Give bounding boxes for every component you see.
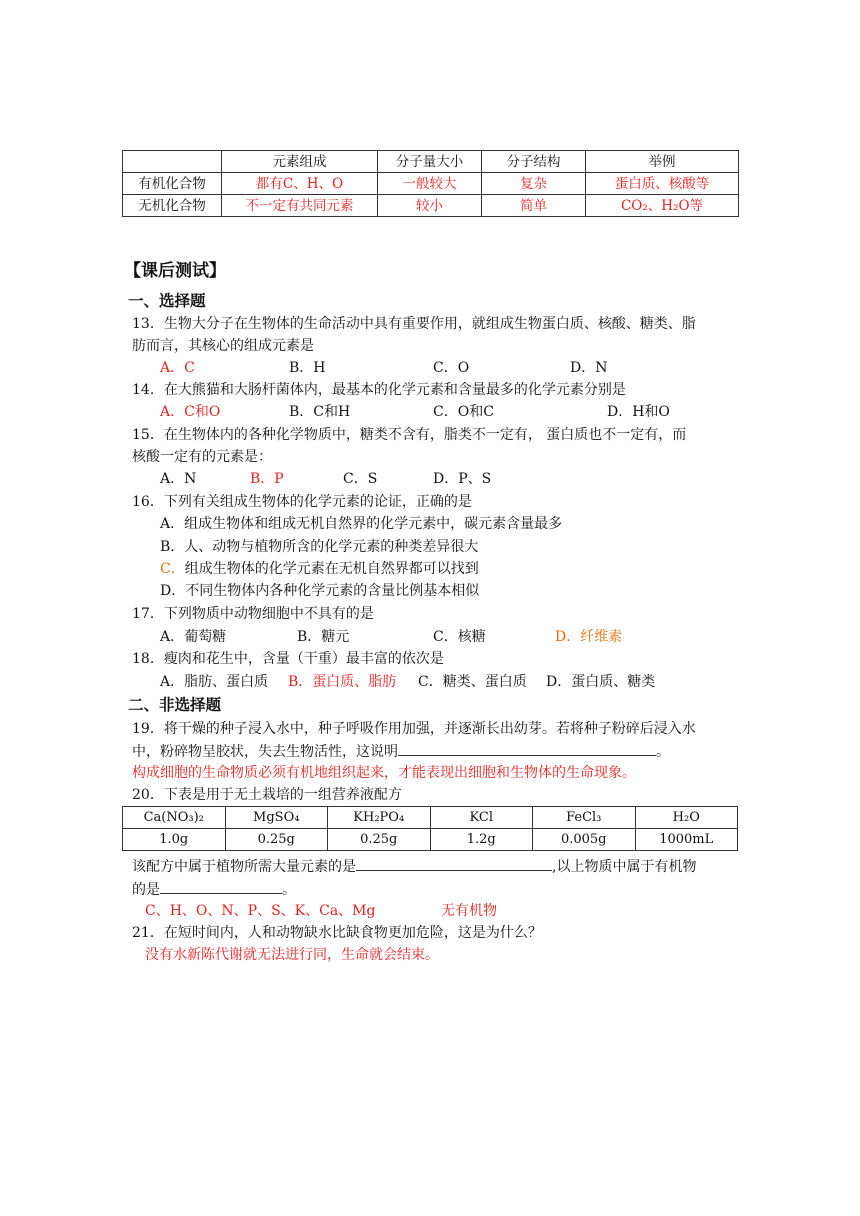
q20-question-line2 bbox=[132, 855, 696, 878]
table-cell: 一般较大 bbox=[378, 173, 482, 195]
option-text: 组成生物体和组成无机自然界的化学元素中，碳元素含量最多 bbox=[184, 516, 563, 532]
row-label: 有机化合物 bbox=[123, 173, 222, 195]
q19-answer: 构成细胞的生命物质必须有机地组织起来，才能表现出细胞和生物体的生命现象。 bbox=[132, 765, 636, 781]
table-cell: 0.25g bbox=[328, 829, 431, 851]
option-letter: D． bbox=[160, 583, 186, 599]
table-header-cell: KCl bbox=[430, 807, 533, 829]
option-letter: C． bbox=[160, 561, 185, 577]
q17-option-c: C．核糖 bbox=[433, 629, 486, 645]
table-header-cell: 分子量大小 bbox=[378, 151, 482, 173]
table-header-cell: KH₂PO₄ bbox=[328, 807, 431, 829]
q20-text: ,以上物质中属于有机物 bbox=[552, 859, 697, 875]
table-cell: 0.25g bbox=[225, 829, 328, 851]
q16-option-a bbox=[160, 513, 562, 535]
answer-blank bbox=[398, 740, 656, 756]
table-cell: CO₂、H₂O等 bbox=[586, 195, 739, 217]
option-text: 组成生物体的化学元素在无机自然界都可以找到 bbox=[184, 561, 479, 577]
q16-option-d bbox=[160, 580, 479, 602]
table-header-cell: 分子结构 bbox=[482, 151, 586, 173]
q13-option-c: C．O bbox=[433, 360, 470, 376]
table-header-cell: FeCl₃ bbox=[533, 807, 636, 829]
q20-text: 的是 bbox=[132, 882, 160, 898]
q20-answer-2: 无有机物 bbox=[441, 903, 497, 919]
table-header-row bbox=[123, 807, 738, 829]
q13-option-d: D．N bbox=[570, 360, 608, 376]
table-header-cell: 元素组成 bbox=[222, 151, 378, 173]
q15-option-b: B．P bbox=[250, 471, 284, 487]
table-header-cell: Ca(NO₃)₂ bbox=[123, 807, 226, 829]
table-cell: 都有C、H、O bbox=[222, 173, 378, 195]
q15-option-d: D．P、S bbox=[433, 471, 492, 487]
option-letter: A． bbox=[160, 516, 185, 532]
table-row bbox=[123, 195, 739, 217]
part2-title: 二、非选择题 bbox=[128, 696, 222, 714]
part1-title: 一、选择题 bbox=[128, 292, 206, 310]
q15-option-c: C．S bbox=[343, 471, 378, 487]
q18-stem: 18．瘦肉和花生中，含量（干重）最丰富的依次是 bbox=[132, 651, 444, 667]
section-title: 【课后测试】 bbox=[124, 261, 226, 281]
table-cell: 蛋白质、核酸等 bbox=[586, 173, 739, 195]
q15-stem-line2: 核酸一定有的元素是： bbox=[132, 449, 272, 465]
q14-option-b: B．C和H bbox=[289, 404, 351, 420]
q18-option-a: A．脂肪、蛋白质 bbox=[160, 674, 269, 690]
q17-option-d: D．纤维素 bbox=[555, 629, 623, 645]
option-letter: B． bbox=[160, 539, 185, 555]
punctuation: 。 bbox=[282, 882, 296, 898]
q14-option-a: A．C和O bbox=[160, 404, 221, 420]
table-header-cell: MgSO₄ bbox=[225, 807, 328, 829]
row-label: 无机化合物 bbox=[123, 195, 222, 217]
q17-option-b: B．糖元 bbox=[297, 629, 350, 645]
q17-stem: 17．下列物质中动物细胞中不具有的是 bbox=[132, 606, 374, 622]
q16-stem: 16．下列有关组成生物体的化学元素的论证，正确的是 bbox=[132, 494, 472, 510]
q13-option-a: A．C bbox=[160, 360, 195, 376]
q16-option-b bbox=[160, 536, 478, 558]
option-text: 不同生物体内各种化学元素的含量比例基本相似 bbox=[185, 583, 480, 599]
table-header-row bbox=[123, 151, 739, 173]
q14-option-c: C．O和C bbox=[433, 404, 494, 420]
q20-answer-1: C、H、O、N、P、S、K、Ca、Mg bbox=[145, 903, 376, 919]
q21-stem: 21．在短时间内，人和动物缺水比缺食物更加危险，这是为什么？ bbox=[132, 925, 542, 941]
table-cell: 复杂 bbox=[482, 173, 586, 195]
q19-stem-line1: 19．将干燥的种子浸入水中，种子呼吸作用加强，并逐渐长出幼芽。若将种子粉碎后浸入水 bbox=[132, 721, 696, 737]
q17-option-a: A．葡萄糖 bbox=[160, 629, 227, 645]
q19-stem-text: 中，粉碎物呈胶状，失去生物活性，这说明 bbox=[132, 744, 398, 760]
q20-stem: 20．下表是用于无土栽培的一组营养液配方 bbox=[132, 787, 402, 803]
table-cell: 较小 bbox=[378, 195, 482, 217]
table-header-cell: 举例 bbox=[586, 151, 739, 173]
table-cell: 1.2g bbox=[430, 829, 533, 851]
q18-option-d: D．蛋白质、糖类 bbox=[546, 674, 656, 690]
table-row bbox=[123, 829, 738, 851]
q21-answer: 没有水新陈代谢就无法进行同，生命就会结束。 bbox=[145, 947, 439, 963]
q20-text: 该配方中属于植物所需大量元素的是 bbox=[132, 859, 356, 875]
q15-stem-line1: 15．在生物体内的各种化学物质中，糖类不含有，脂类不一定有， 蛋白质也不一定有，而 bbox=[132, 427, 687, 443]
answer-blank bbox=[160, 878, 282, 894]
nutrient-solution-table bbox=[122, 806, 738, 851]
table-cell: 简单 bbox=[482, 195, 586, 217]
q16-option-c bbox=[160, 558, 479, 580]
q14-stem: 14．在大熊猫和大肠杆菌体内，最基本的化学元素和含量最多的化学元素分别是 bbox=[132, 382, 626, 398]
table-cell: 1000mL bbox=[635, 829, 738, 851]
q20-question-line3 bbox=[132, 878, 296, 901]
q18-option-b: B．蛋白质、脂肪 bbox=[288, 674, 397, 690]
q13-stem-line1: 13．生物大分子在生物体的生命活动中具有重要作用，就组成生物蛋白质、核酸、糖类、脂 bbox=[132, 316, 696, 332]
q18-option-c: C．糖类、蛋白质 bbox=[418, 674, 527, 690]
table-cell: 1.0g bbox=[123, 829, 226, 851]
q13-stem-line2: 肪而言，其核心的组成元素是 bbox=[132, 338, 314, 354]
q14-option-d: D．H和O bbox=[607, 404, 670, 420]
q13-option-b: B．H bbox=[289, 360, 326, 376]
answer-blank bbox=[356, 855, 552, 871]
table-header-cell bbox=[123, 151, 222, 173]
table-row bbox=[123, 173, 739, 195]
compound-comparison-table bbox=[122, 150, 739, 217]
q19-stem-line2 bbox=[132, 740, 670, 763]
table-header-cell: H₂O bbox=[635, 807, 738, 829]
table-cell: 0.005g bbox=[533, 829, 636, 851]
option-text: 人、动物与植物所含的化学元素的种类差异很大 bbox=[184, 539, 479, 555]
punctuation: 。 bbox=[656, 744, 670, 760]
table-cell: 不一定有共同元素 bbox=[222, 195, 378, 217]
q15-option-a: A．N bbox=[160, 471, 197, 487]
